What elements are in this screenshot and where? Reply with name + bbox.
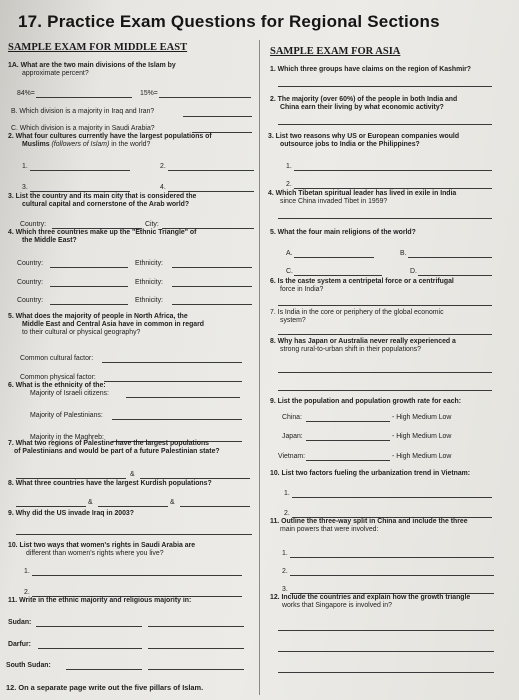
right-q9-china-rates[interactable]: - High Medium Low	[392, 414, 452, 421]
left-q6-israeli-label: Majority of Israeli citizens:	[30, 390, 109, 397]
left-q4-country1-label: Country:	[17, 260, 44, 267]
left-q8-blank3[interactable]	[180, 506, 250, 507]
right-q6-line1: 6. Is the caste system a centripetal force or a centrifugal	[270, 278, 454, 285]
left-q3-city-label: City:	[145, 221, 159, 228]
left-q4-country3-blank[interactable]	[50, 304, 128, 305]
left-q2-n1: 1.	[22, 163, 28, 170]
left-q3-line1: 3. List the country and its main city that is considered the	[8, 193, 197, 200]
left-q6-israeli-blank[interactable]	[126, 397, 240, 398]
right-q2-line1: 2. The majority (over 60%) of the people in both India and	[270, 96, 458, 103]
left-q7-line1: 7. What two regions of Palestine have the largest populations	[8, 440, 210, 447]
left-q8-blank1[interactable]	[16, 506, 86, 507]
right-q3-n1: 1.	[286, 163, 292, 170]
left-q4-country2-label: Country:	[17, 279, 44, 286]
right-q5-optD: D.	[410, 268, 417, 275]
left-q11-darfur-label: Darfur:	[8, 641, 31, 648]
left-q4-country2-blank[interactable]	[50, 286, 128, 287]
right-q6-blank[interactable]	[278, 305, 492, 306]
right-q9-vietnam-rates[interactable]: - High Medium Low	[392, 453, 452, 460]
left-q11-southsudan-ethnic-blank[interactable]	[66, 669, 142, 670]
right-q9: 9. List the population and population growth rate for each:	[270, 398, 462, 405]
left-q4-ethnicity2-blank[interactable]	[172, 286, 252, 287]
left-q1a-line2: approximate percent?	[22, 70, 89, 77]
right-q9-vietnam-label: Vietnam:	[278, 453, 306, 460]
right-q1: 1. Which three groups have claims on the region of Kashmir?	[270, 66, 472, 73]
right-q4-blank[interactable]	[278, 218, 492, 219]
right-q10-n1: 1.	[284, 490, 290, 497]
left-q9: 9. Why did the US invade Iraq in 2003?	[8, 510, 134, 517]
right-q5-optA: A.	[286, 250, 293, 257]
left-q4-country3-label: Country:	[17, 297, 44, 304]
right-q7-line1: 7. Is India in the core or periphery of the global economic	[270, 309, 444, 316]
left-q4-ethnicity2-label: Ethnicity:	[135, 279, 163, 286]
right-q9-china-blank[interactable]	[306, 421, 390, 422]
left-q5-physical-label: Common physical factor:	[20, 374, 96, 381]
right-q5-blankA[interactable]	[294, 257, 374, 258]
left-q4-country1-blank[interactable]	[50, 267, 128, 268]
right-q2-blank[interactable]	[278, 124, 492, 125]
left-q8: 8. What three countries have the largest Kurdish populations?	[8, 480, 212, 487]
left-q10-blank1[interactable]	[32, 575, 242, 576]
right-q11-blank2[interactable]	[290, 575, 494, 576]
left-q11-darfur-ethnic-blank[interactable]	[38, 648, 142, 649]
left-q4-ethnicity3-blank[interactable]	[172, 304, 252, 305]
right-q4-line1: 4. Which Tibetan spiritual leader has lived in exile in India	[268, 190, 457, 197]
right-q5: 5. What the four main religions of the world?	[270, 229, 416, 236]
left-q2-line2: Muslims (followers of Islam) in the world?	[22, 141, 151, 148]
left-q6-maghreb-label: Majority in the Maghreb:	[30, 434, 104, 441]
right-q12-blank1[interactable]	[278, 630, 494, 631]
left-q11-southsudan-religious-blank[interactable]	[148, 669, 244, 670]
right-q11-line1: 11. Outline the three-way split in China and include the three	[270, 518, 468, 525]
left-q5-cultural-blank[interactable]	[102, 362, 242, 363]
left-column-heading: SAMPLE EXAM FOR MIDDLE EAST	[8, 42, 188, 53]
right-q12-blank3[interactable]	[278, 672, 494, 673]
right-q3-line2: outsource jobs to India or the Philippines?	[280, 141, 420, 148]
right-q11-n3: 3.	[282, 586, 288, 593]
right-q3-blank2[interactable]	[294, 188, 492, 189]
right-q11-line2: main powers that were involved:	[280, 526, 379, 533]
right-q7-line2: system?	[280, 317, 306, 324]
left-q7-amp: &	[130, 471, 135, 478]
left-q8-amp2: &	[170, 499, 175, 506]
left-q10-n1: 1.	[24, 568, 30, 575]
right-q8-line2: strong rural-to-urban shift in their populations?	[280, 346, 421, 353]
left-q6-line1: 6. What is the ethnicity of the:	[8, 382, 106, 389]
left-q10-line1: 10. List two ways that women's rights in Saudi Arabia are	[8, 542, 196, 549]
left-q2-blank3[interactable]	[30, 191, 130, 192]
right-q5-blankD[interactable]	[418, 275, 492, 276]
left-q5-physical-blank[interactable]	[104, 381, 242, 382]
right-q5-optC: C.	[286, 268, 293, 275]
left-q2-blank1[interactable]	[30, 170, 130, 171]
right-q9-japan-rates[interactable]: - High Medium Low	[392, 433, 452, 440]
right-q1-blank[interactable]	[278, 86, 492, 87]
right-column-heading: SAMPLE EXAM FOR ASIA	[270, 46, 401, 57]
right-q3-blank1[interactable]	[294, 170, 492, 171]
left-q11-sudan-religious-blank[interactable]	[148, 626, 244, 627]
left-q1a-pct1-label: 84%=	[17, 90, 35, 97]
right-q9-japan-blank[interactable]	[306, 440, 390, 441]
right-q9-japan-label: Japan:	[282, 433, 303, 440]
right-q4-line2: since China invaded Tibet in 1959?	[280, 198, 388, 205]
right-q5-optB: B.	[400, 250, 407, 257]
right-q8-blank2[interactable]	[278, 390, 492, 391]
right-q9-china-label: China:	[282, 414, 302, 421]
right-q6-line2: force in India?	[280, 286, 324, 293]
right-q2-line2: China earn their living by what economic activity?	[280, 104, 444, 111]
left-q5-line2: Middle East and Central Asia have in common in regard	[22, 321, 205, 328]
right-q7-blank[interactable]	[278, 334, 492, 335]
left-q11-sudan-label: Sudan:	[8, 619, 32, 626]
left-q8-amp1: &	[88, 499, 93, 506]
left-q9-blank[interactable]	[16, 534, 252, 535]
right-q5-blankB[interactable]	[408, 257, 492, 258]
left-q1a-pct2-label: 15%=	[140, 90, 158, 97]
left-q8-blank2[interactable]	[98, 506, 168, 507]
right-q3-line1: 3. List two reasons why US or European companies would	[268, 133, 460, 140]
right-q12-line2: works that Singapore is involved in?	[282, 602, 392, 609]
left-q5-cultural-label: Common cultural factor:	[20, 355, 94, 362]
right-q11-blank1[interactable]	[290, 557, 494, 558]
left-q4-line2: the Middle East?	[22, 237, 77, 244]
left-q4-line1: 4. Which three countries make up the "Ethnic Triangle" of	[8, 229, 197, 236]
left-q1a-pct2-blank[interactable]	[159, 97, 251, 98]
right-q10: 10. List two factors fueling the urbanization trend in Vietnam:	[270, 470, 471, 477]
left-q10-line2: different than women's rights where you live?	[26, 550, 164, 557]
right-q5-blankC[interactable]	[294, 275, 382, 276]
left-q6-palestinians-blank[interactable]	[112, 419, 242, 420]
left-q2-blank4[interactable]	[168, 191, 254, 192]
left-q3-country-label: Country:	[20, 221, 47, 228]
left-q1a-pct1-blank[interactable]	[36, 97, 132, 98]
left-q7-blank2[interactable]	[140, 478, 250, 479]
left-q2-n4: 4.	[160, 184, 166, 191]
left-q10-n2: 2.	[24, 589, 30, 596]
left-q3-line2: cultural capital and cornerstone of the Arab world?	[22, 201, 190, 208]
left-q1a-line1: 1A. What are the two main divisions of the Islam by	[8, 62, 176, 69]
left-q4-ethnicity1-label: Ethnicity:	[135, 260, 163, 267]
right-q3-n2: 2.	[286, 181, 292, 188]
left-q7-blank1[interactable]	[16, 478, 126, 479]
left-q11-southsudan-label: South Sudan:	[6, 662, 51, 669]
left-q2-n2: 2.	[160, 163, 166, 170]
right-q12-line1: 12. Include the countries and explain how the growth triangle	[270, 594, 471, 601]
right-q9-vietnam-blank[interactable]	[306, 460, 390, 461]
left-q11: 11. Write in the ethnic majority and religious majority in:	[8, 597, 192, 604]
page-title: 17. Practice Exam Questions for Regional Sections	[18, 12, 440, 31]
right-q8-blank1[interactable]	[278, 372, 492, 373]
left-q4-ethnicity3-label: Ethnicity:	[135, 297, 163, 304]
left-q2-blank2[interactable]	[168, 170, 254, 171]
left-q11-darfur-religious-blank[interactable]	[148, 648, 244, 649]
left-q6-palestinians-label: Majority of Palestinians:	[30, 412, 103, 419]
left-q5-line3: to their cultural or physical geography?	[22, 329, 141, 336]
left-q11-sudan-ethnic-blank[interactable]	[36, 626, 142, 627]
right-q8-line1: 8. Why has Japan or Australia never really experienced a	[270, 338, 456, 345]
left-q12: 12. On a separate page write out the five pillars of Islam.	[6, 683, 204, 692]
right-q10-n2: 2.	[284, 510, 290, 517]
left-qB-blank[interactable]	[183, 116, 252, 117]
left-q2-line1: 2. What four cultures currently have the largest populations of	[8, 133, 212, 140]
left-q5-line1: 5. What does the majority of people in North Africa, the	[8, 313, 188, 320]
right-q12-blank2[interactable]	[278, 651, 494, 652]
right-q11-n2: 2.	[282, 568, 288, 575]
left-q4-ethnicity1-blank[interactable]	[172, 267, 252, 268]
left-q7-line2: of Palestinians and would be part of a future Palestinian state?	[14, 448, 220, 455]
column-divider	[259, 40, 260, 695]
right-q10-blank1[interactable]	[292, 497, 492, 498]
right-q11-n1: 1.	[282, 550, 288, 557]
left-qC: C. Which division is a majority in Saudi Arabia?	[11, 125, 155, 132]
left-qB: B. Which division is a majority in Iraq and Iran?	[11, 108, 155, 115]
left-q2-n3: 3.	[22, 184, 28, 191]
